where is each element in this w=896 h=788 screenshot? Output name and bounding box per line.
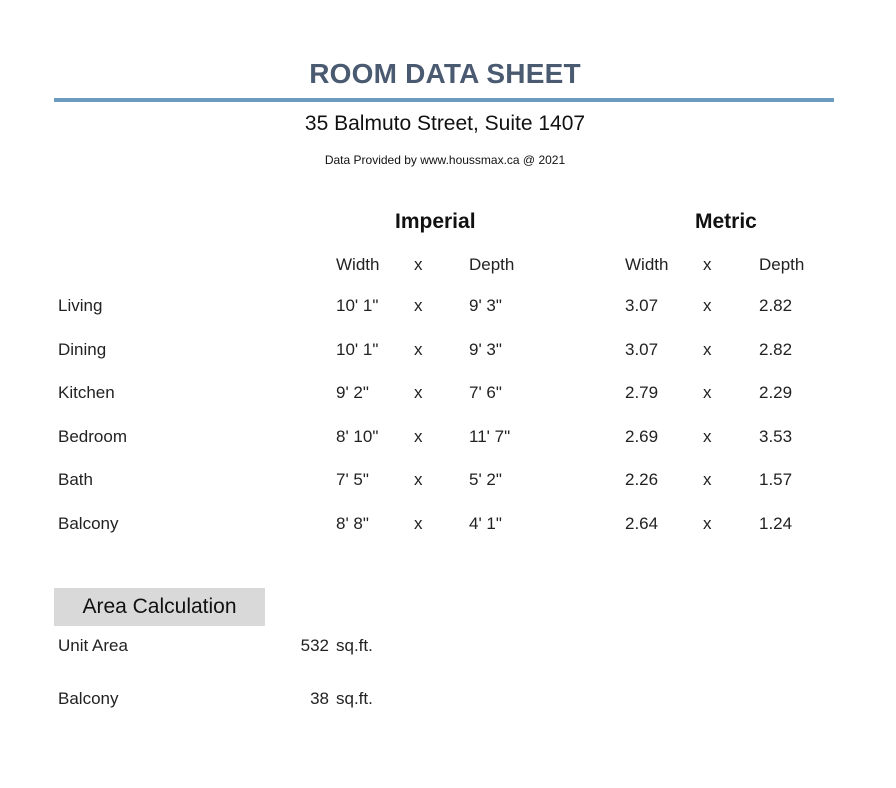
area-calculation-header: [54, 588, 265, 626]
imperial-depth-value: 9' 3": [469, 296, 502, 315]
area-row-label: Unit Area: [58, 636, 128, 655]
imperial-x: x: [414, 296, 423, 315]
area-row-unit: sq.ft.: [336, 636, 373, 655]
room-name: Kitchen: [58, 383, 115, 402]
metric-depth-value: 1.57: [759, 470, 793, 489]
imperial-depth-value: 7' 6": [469, 383, 502, 402]
imperial-depth-header: Depth: [469, 255, 515, 274]
metric-width-value: 2.64: [625, 513, 659, 533]
metric-x: x: [703, 383, 712, 402]
imperial-width-value: 10' 1": [336, 296, 379, 315]
imperial-width-value: 10' 1": [336, 339, 379, 359]
data-credit: Data Provided by www.houssmax.ca @ 2021: [324, 153, 566, 167]
area-row-label: Balcony: [58, 689, 119, 708]
metric-group-heading: Metric: [695, 210, 757, 233]
metric-x: x: [703, 470, 712, 489]
imperial-x: x: [414, 426, 423, 446]
title-divider: [54, 98, 834, 102]
metric-width-value: 3.07: [625, 339, 659, 359]
metric-width-header: Width: [625, 255, 669, 274]
area-calculation-title: Area Calculation: [82, 595, 237, 618]
imperial-depth-value: 4' 1": [469, 513, 502, 533]
metric-depth-value: 2.82: [759, 339, 793, 359]
metric-x: x: [703, 513, 712, 533]
area-row-value: 38: [310, 689, 329, 708]
imperial-depth-value: 5' 2": [469, 470, 502, 489]
room-name: Bath: [58, 470, 93, 489]
imperial-depth-value: 11' 7": [469, 426, 511, 446]
metric-x: x: [703, 296, 712, 315]
imperial-x: x: [414, 383, 423, 402]
room-name: Dining: [58, 339, 107, 359]
metric-depth-value: 2.82: [759, 296, 793, 315]
metric-depth-value: 3.53: [759, 426, 793, 446]
imperial-width-value: 8' 10": [336, 426, 379, 446]
metric-width-value: 2.79: [625, 383, 659, 402]
imperial-width-value: 8' 8": [336, 513, 369, 533]
imperial-group-heading: Imperial: [395, 210, 476, 233]
imperial-x: x: [414, 339, 423, 359]
room-name: Living: [58, 296, 103, 315]
metric-depth-value: 1.24: [759, 513, 793, 533]
imperial-width-value: 9' 2": [336, 383, 369, 402]
imperial-width-header: Width: [336, 255, 380, 274]
room-name: Bedroom: [58, 426, 127, 446]
metric-depth-header: Depth: [759, 255, 805, 274]
imperial-x: x: [414, 470, 423, 489]
metric-width-value: 2.69: [625, 426, 659, 446]
metric-x: x: [703, 339, 712, 359]
metric-x: x: [703, 426, 712, 446]
imperial-x-header: x: [414, 255, 423, 274]
room-name: Balcony: [58, 513, 119, 533]
imperial-depth-value: 9' 3": [469, 339, 502, 359]
metric-x-header: x: [703, 255, 712, 274]
metric-width-value: 2.26: [625, 470, 659, 489]
metric-width-value: 3.07: [625, 296, 659, 315]
imperial-x: x: [414, 513, 423, 533]
page-title: ROOM DATA SHEET: [309, 58, 581, 89]
area-row-unit: sq.ft.: [336, 689, 373, 708]
imperial-width-value: 7' 5": [336, 470, 369, 489]
metric-depth-value: 2.29: [759, 383, 793, 402]
property-address: 35 Balmuto Street, Suite 1407: [304, 112, 586, 135]
area-row-value: 532: [300, 636, 329, 655]
